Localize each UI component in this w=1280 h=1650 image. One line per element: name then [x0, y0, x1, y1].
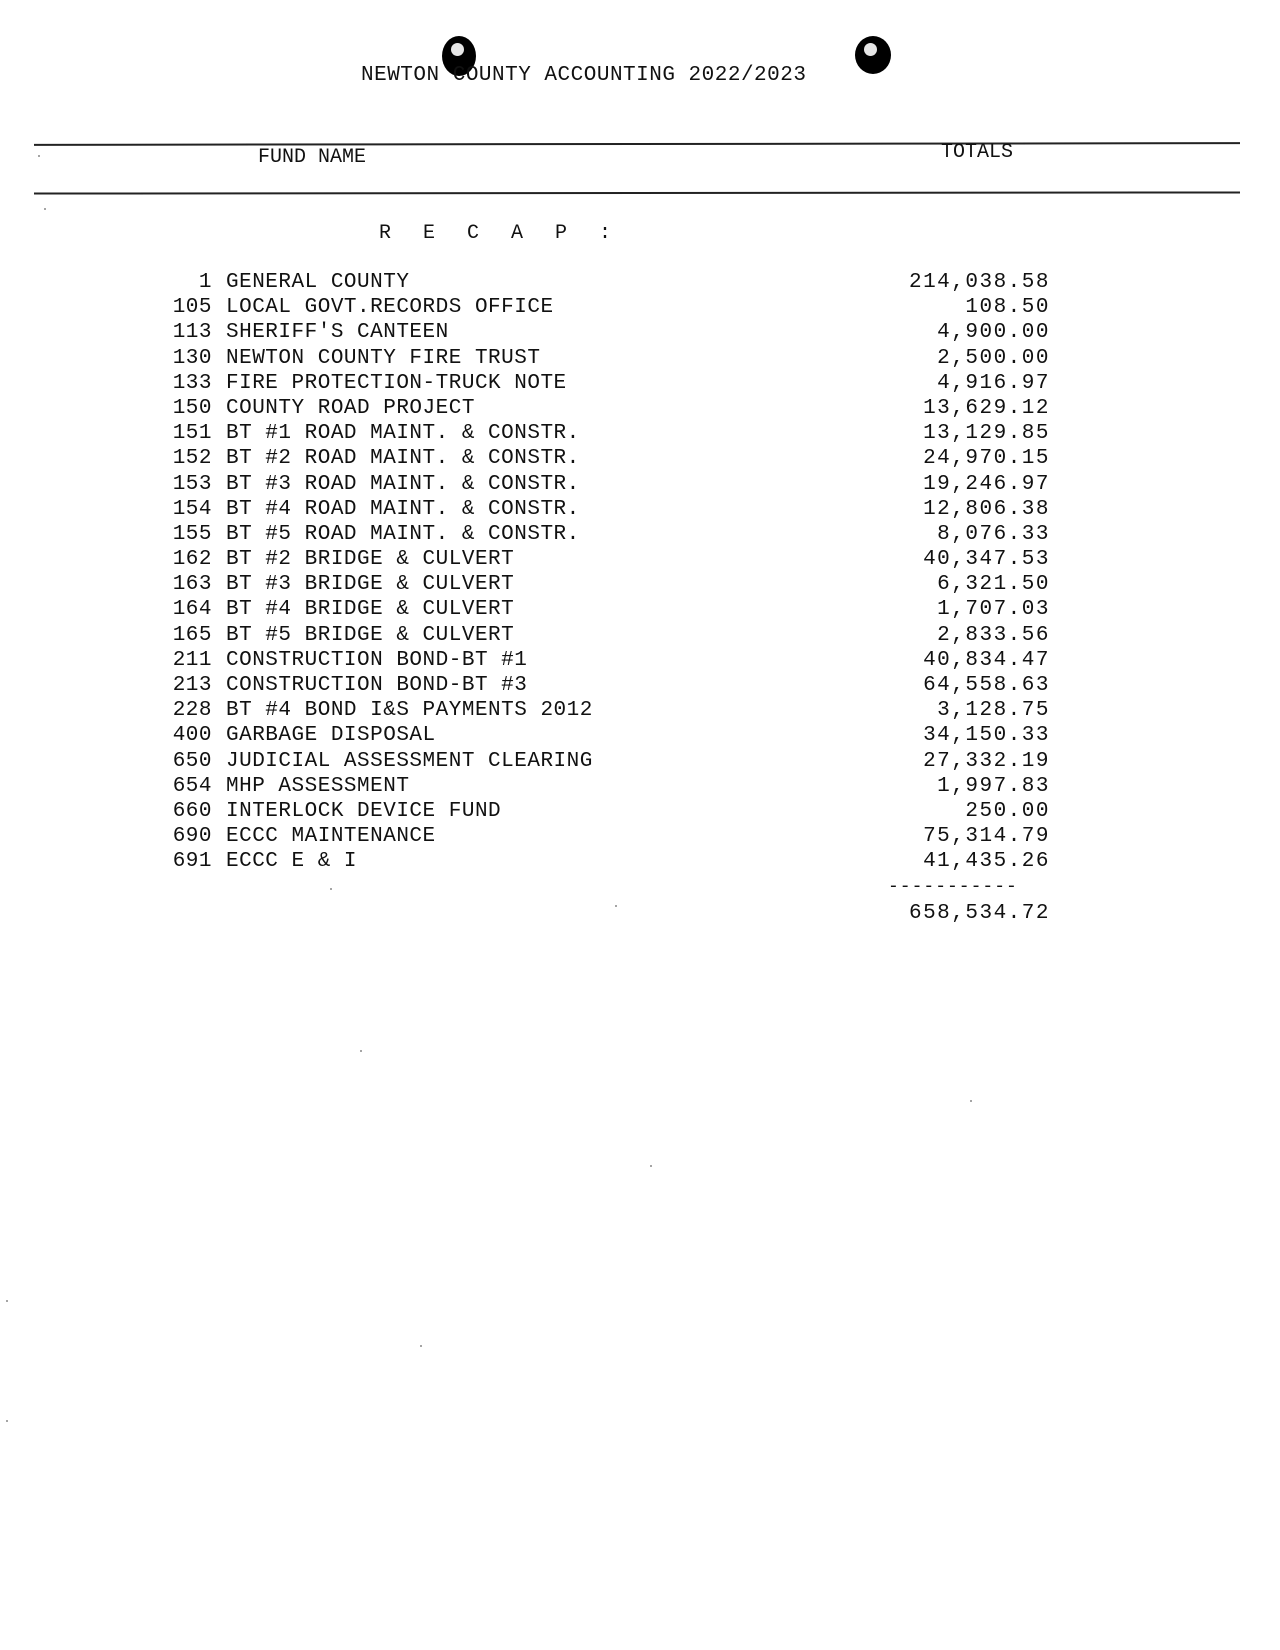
fund-number: 130	[172, 346, 212, 370]
fund-number: 150	[172, 396, 212, 420]
fund-total: 64,558.63	[923, 674, 1050, 697]
fund-name: JUDICIAL ASSESSMENT CLEARING	[226, 749, 593, 773]
fund-name: BT #1 ROAD MAINT. & CONSTR.	[226, 422, 580, 446]
fund-number: 152	[172, 447, 212, 471]
fund-number: 228	[172, 699, 212, 723]
fund-number: 650	[172, 749, 212, 773]
scan-speck	[44, 208, 46, 210]
fund-list	[168, 270, 1050, 875]
fund-number: 690	[172, 825, 212, 849]
fund-total: 40,834.47	[923, 648, 1050, 672]
fund-number: 660	[172, 799, 212, 823]
fund-name: BT #5 BRIDGE & CULVERT	[226, 623, 515, 647]
fund-row	[168, 446, 1050, 471]
fund-row	[168, 396, 1050, 421]
fund-total: 250.00	[965, 799, 1050, 823]
scan-speck	[970, 1100, 972, 1102]
fund-total: 1,997.83	[937, 774, 1050, 798]
fund-row	[168, 320, 1050, 345]
scan-speck	[420, 1345, 422, 1347]
fund-total: 4,900.00	[937, 321, 1050, 345]
fund-name: BT #4 BOND I&S PAYMENTS 2012	[226, 699, 593, 723]
fund-total: 34,150.33	[923, 724, 1050, 748]
fund-name: SHERIFF'S CANTEEN	[226, 321, 449, 345]
fund-row	[168, 421, 1050, 446]
fund-row	[168, 547, 1050, 572]
fund-row	[168, 774, 1050, 799]
column-header-fund-name: FUND NAME	[258, 146, 367, 169]
fund-total: 8,076.33	[937, 522, 1050, 546]
fund-row	[168, 849, 1050, 874]
fund-name: BT #4 BRIDGE & CULVERT	[226, 598, 515, 622]
fund-name: CONSTRUCTION BOND-BT #1	[226, 648, 528, 672]
fund-number: 153	[172, 472, 212, 496]
fund-number: 213	[172, 674, 212, 697]
fund-total: 13,629.12	[923, 396, 1050, 420]
fund-total: 108.50	[965, 296, 1050, 320]
fund-name: LOCAL GOVT.RECORDS OFFICE	[226, 296, 554, 320]
fund-name: FIRE PROTECTION-TRUCK NOTE	[226, 371, 567, 395]
fund-total: 2,833.56	[937, 623, 1050, 647]
fund-number: 654	[172, 774, 212, 798]
fund-row	[168, 673, 1050, 698]
fund-row	[168, 472, 1050, 497]
fund-row	[168, 799, 1050, 824]
fund-total: 24,970.15	[923, 447, 1050, 471]
total-separator: -----------	[888, 877, 1018, 897]
fund-number: 211	[172, 648, 212, 672]
fund-number: 151	[172, 422, 212, 446]
fund-row	[168, 371, 1050, 396]
fund-total: 3,128.75	[937, 699, 1050, 723]
fund-row	[168, 270, 1050, 295]
fund-name: GARBAGE DISPOSAL	[226, 724, 436, 748]
fund-row	[168, 497, 1050, 522]
fund-total: 75,314.79	[923, 825, 1050, 849]
fund-number: 155	[172, 522, 212, 546]
fund-number: 164	[172, 598, 212, 622]
fund-row	[168, 522, 1050, 547]
fund-total: 1,707.03	[937, 598, 1050, 622]
scan-speck	[6, 1300, 8, 1302]
fund-row	[168, 698, 1050, 723]
scan-speck	[6, 1420, 8, 1422]
fund-name: GENERAL COUNTY	[226, 271, 410, 294]
punch-hole-mark	[855, 36, 891, 74]
fund-name: ECCC MAINTENANCE	[226, 825, 436, 849]
scan-speck	[360, 1050, 362, 1052]
fund-row	[168, 597, 1050, 622]
fund-number: 691	[172, 850, 212, 874]
fund-number: 113	[172, 321, 212, 345]
fund-name: BT #5 ROAD MAINT. & CONSTR.	[226, 522, 580, 546]
fund-row	[168, 749, 1050, 774]
fund-total: 19,246.97	[923, 472, 1050, 496]
fund-name: CONSTRUCTION BOND-BT #3	[226, 674, 528, 697]
fund-name: BT #3 ROAD MAINT. & CONSTR.	[226, 472, 580, 496]
fund-name: COUNTY ROAD PROJECT	[226, 396, 475, 420]
fund-name: ECCC E & I	[226, 850, 358, 874]
fund-number: 165	[172, 623, 212, 647]
document-title: NEWTON COUNTY ACCOUNTING 2022/2023	[361, 64, 807, 87]
column-header-totals: TOTALS	[941, 141, 1014, 164]
fund-number: 1	[198, 271, 212, 294]
fund-row	[168, 824, 1050, 849]
fund-total: 214,038.58	[908, 271, 1050, 294]
fund-row	[168, 346, 1050, 371]
fund-row	[168, 572, 1050, 597]
scan-speck	[38, 155, 40, 157]
fund-total: 6,321.50	[937, 573, 1050, 597]
fund-row	[168, 648, 1050, 673]
fund-number: 133	[172, 371, 212, 395]
scan-speck	[330, 888, 332, 890]
fund-name: BT #2 BRIDGE & CULVERT	[226, 548, 515, 572]
fund-total: 40,347.53	[923, 548, 1050, 572]
fund-number: 162	[172, 548, 212, 572]
fund-total: 41,435.26	[923, 850, 1050, 874]
fund-name: BT #3 BRIDGE & CULVERT	[226, 573, 515, 597]
section-label-recap: R E C A P :	[379, 222, 622, 245]
fund-row	[168, 723, 1050, 748]
header-rule-bottom	[34, 191, 1240, 194]
fund-total: 2,500.00	[937, 346, 1050, 370]
fund-name: NEWTON COUNTY FIRE TRUST	[226, 346, 541, 370]
fund-row	[168, 295, 1050, 320]
fund-total: 27,332.19	[923, 749, 1050, 773]
scan-speck	[615, 905, 617, 907]
fund-name: INTERLOCK DEVICE FUND	[226, 799, 502, 823]
fund-total: 12,806.38	[923, 497, 1050, 521]
fund-name: BT #2 ROAD MAINT. & CONSTR.	[226, 447, 580, 471]
grand-total: 658,534.72	[908, 902, 1050, 925]
fund-row	[168, 623, 1050, 648]
fund-number: 105	[172, 296, 212, 320]
fund-total: 4,916.97	[937, 371, 1050, 395]
fund-number: 154	[172, 497, 212, 521]
fund-name: MHP ASSESSMENT	[226, 774, 410, 798]
fund-total: 13,129.85	[923, 422, 1050, 446]
scan-speck	[650, 1165, 652, 1167]
header-rule-top	[34, 142, 1240, 146]
fund-name: BT #4 ROAD MAINT. & CONSTR.	[226, 497, 580, 521]
fund-number: 400	[172, 724, 212, 748]
fund-number: 163	[172, 573, 212, 597]
